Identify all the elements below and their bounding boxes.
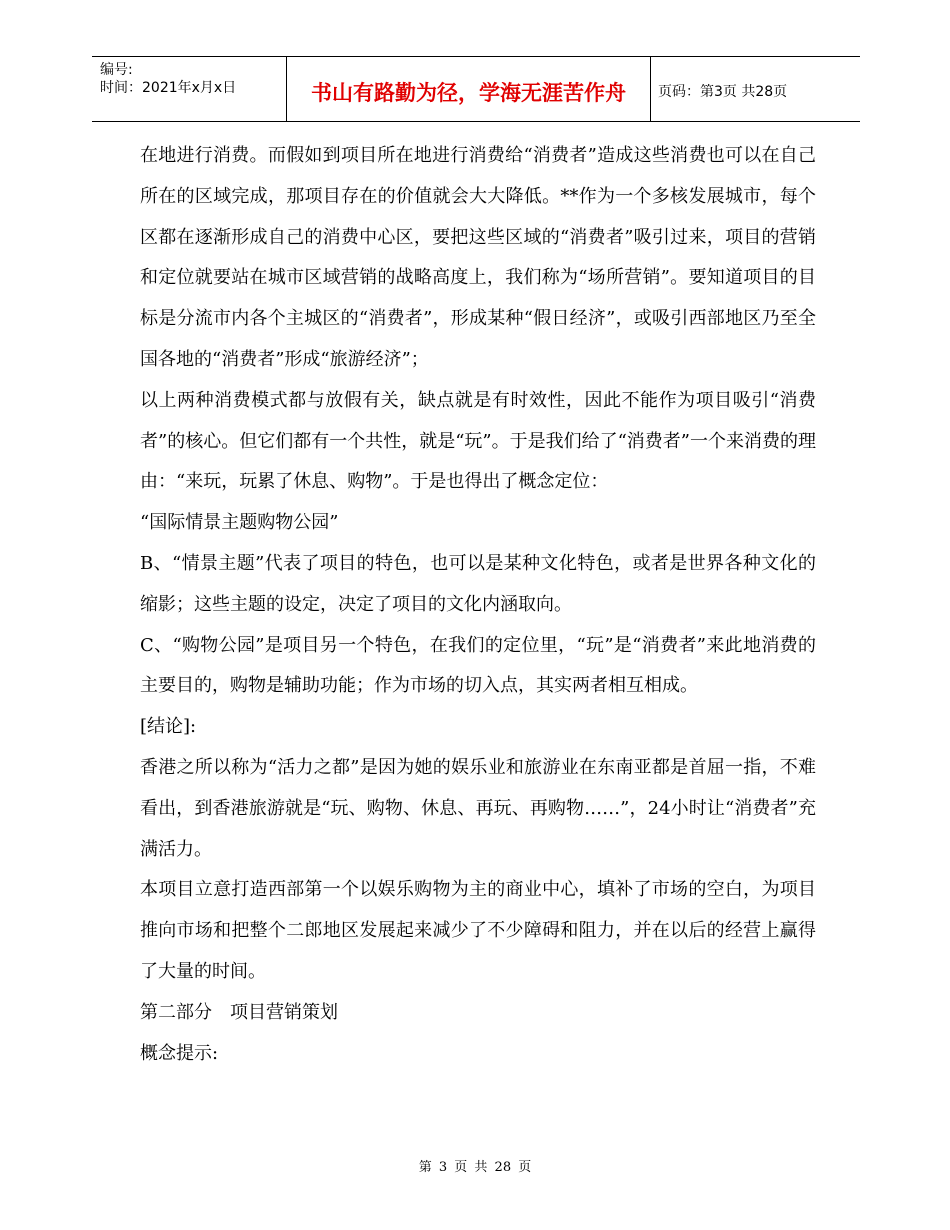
header-page-info: 页码：第3页 共28页: [658, 84, 788, 100]
paragraph-hongkong: 香港之所以称为“活力之都”是因为她的娱乐业和旅游业在东南亚都是首屈一指，不难看出，到香港旅游就是“玩、购物、休息、再玩、再购物……”，24小时让“消费者”充满活力。: [140, 756, 816, 860]
concept-hint-label: 概念提示:: [140, 1042, 219, 1064]
concept-positioning: “国际情景主题购物公园”: [140, 512, 339, 534]
header-motto: 书山有路勤为径，学海无涯苦作舟: [311, 81, 626, 105]
document-body: [140, 136, 816, 1074]
paragraph-consumption-modes: 以上两种消费模式都与放假有关，缺点就是有时效性，因此不能作为项目吸引“消费者”的核心。但它们都有一个共性，就是“玩”。于是我们给了“消费者”一个来消费的理由：“来玩，玩累了休息、购物”。于是也得出了概念定位：: [140, 389, 817, 493]
paragraph-project-intent: 本项目立意打造西部第一个以娱乐购物为主的商业中心，填补了市场的空白，为项目推向市场和把整个二郎地区发展起来减少了不少障碍和阻力，并在以后的经营上赢得了大量的时间。: [140, 879, 816, 982]
page-footer: 第 3 页 共 28 页: [418, 1160, 532, 1175]
document-time: 时间：2021年x月x日: [100, 80, 237, 96]
page-header: [92, 56, 860, 122]
paragraph-park-c: C、“购物公园”是项目另一个特色，在我们的定位里，“玩”是“消费者”来此地消费的主要目的，购物是辅助功能；作为市场的切入点，其实两者相互相成。: [140, 634, 816, 697]
paragraph-theme-b: B、“情景主题”代表了项目的特色，也可以是某种文化特色，或者是世界各种文化的缩影；这些主题的设定，决定了项目的文化内涵取向。: [140, 552, 816, 615]
document-number-label: 编号:: [100, 62, 133, 78]
conclusion-heading: [结论]:: [140, 716, 197, 738]
section-heading-part-two: 第二部分 项目营销策划: [140, 1001, 338, 1023]
header-meta: [100, 61, 286, 97]
paragraph-consumption-location: 在地进行消费。而假如到项目所在地进行消费给“消费者”造成这些消费也可以在自己所在的区域完成，那项目存在的价值就会大大降低。**作为一个多核发展城市，每个区都在逐渐形成自己的消费中心区，要把这些区域的“消费者”吸引过来，项目的营销和定位就要站在城市区域营销的战略高度上，我们称为“场所营销”。要知道项目的目标是分流市内各个主城区的“消费者”，形成某种“假日经济”，或吸引西部地区乃至全国各地的“消费者”形成“旅游经济”；: [140, 145, 816, 370]
header-divider-right: [650, 57, 651, 122]
